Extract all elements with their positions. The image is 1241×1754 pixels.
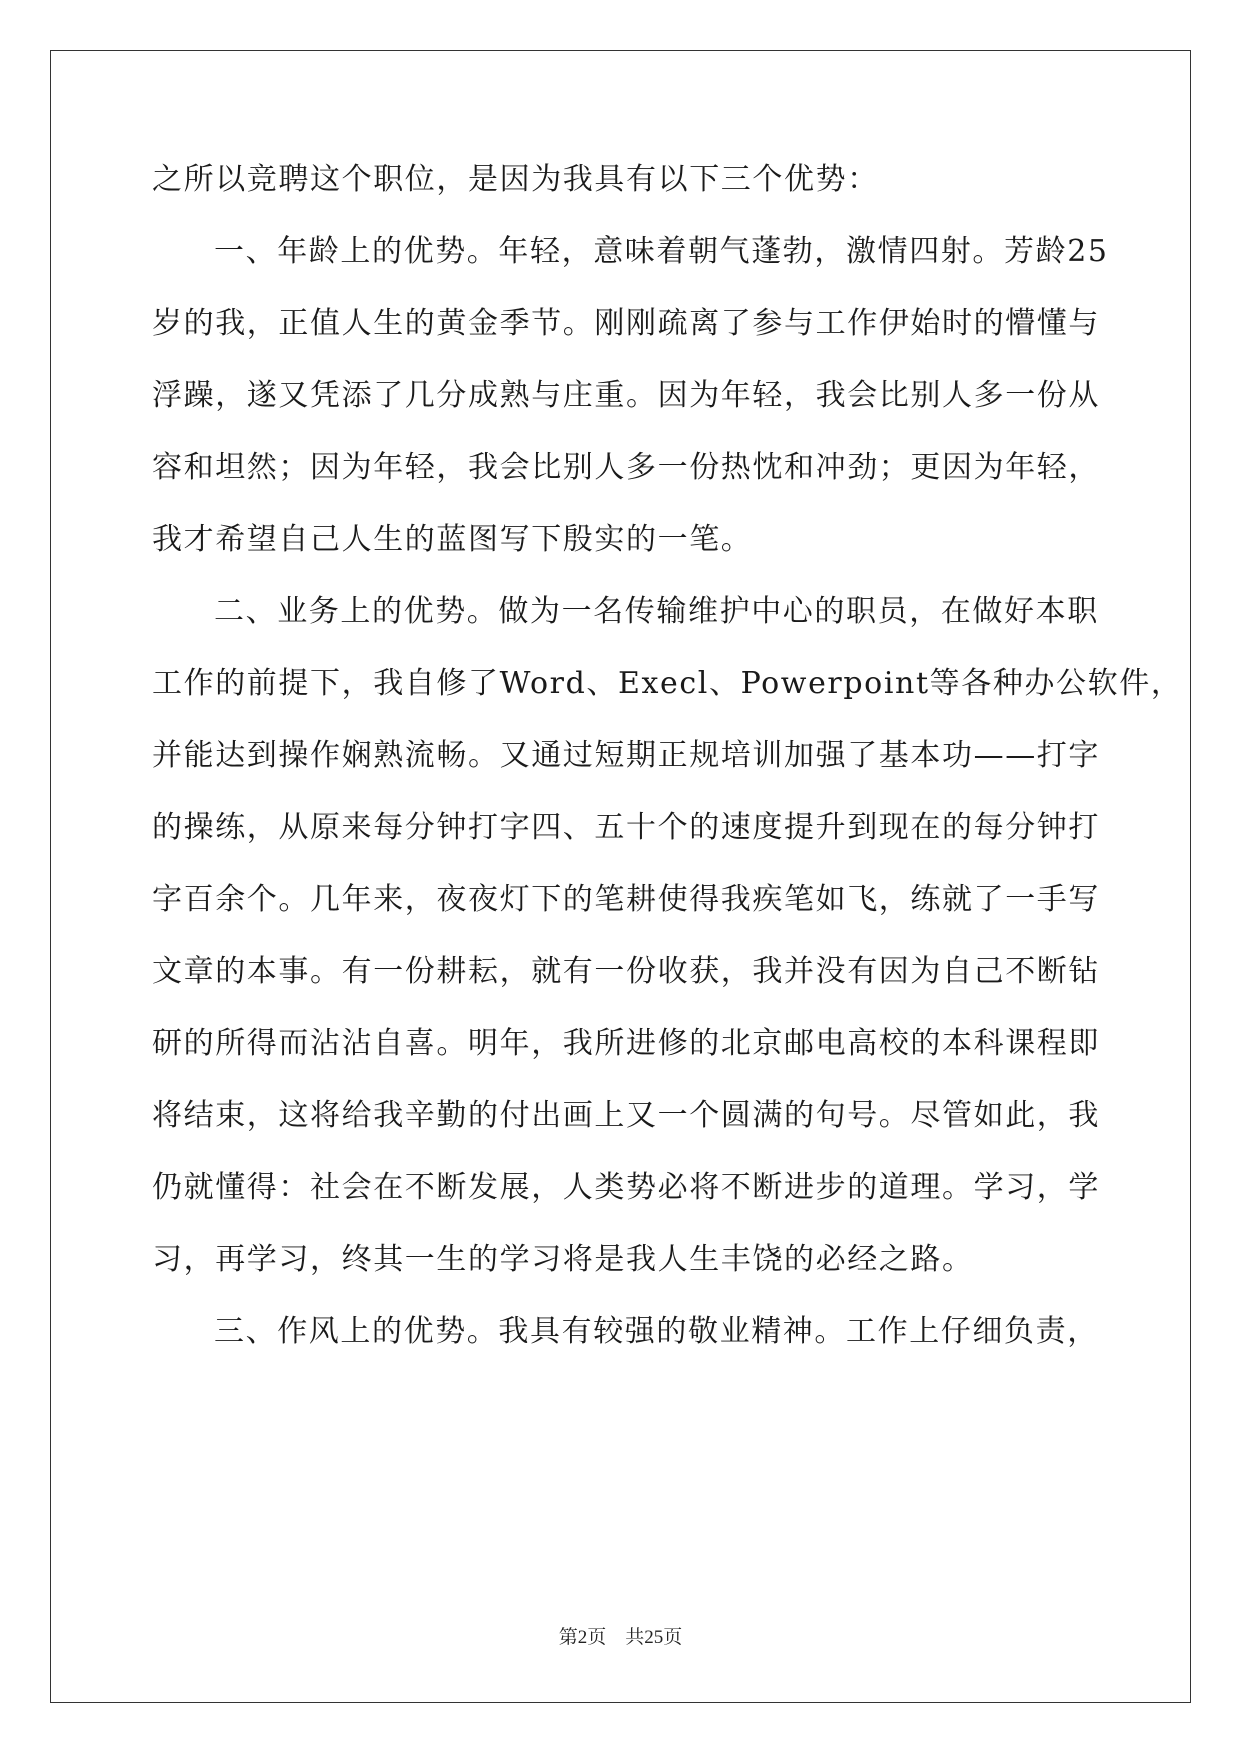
paragraph-2-start: 二、业务上的优势。做为一名传输维护中心的职员，在做好本职 bbox=[214, 594, 1099, 629]
paragraph-1-start: 一、年龄上的优势。年轻，意味着朝气蓬勃，激情四射。芳龄25 bbox=[214, 234, 1109, 269]
text-line: 之所以竞聘这个职位，是因为我具有以下三个优势： bbox=[152, 162, 879, 197]
text-line: 研的所得而沾沾自喜。明年，我所进修的北京邮电高校的本科课程即 bbox=[152, 1026, 1100, 1061]
text-line: 岁的我，正值人生的黄金季节。刚刚疏离了参与工作伊始时的懵懂与 bbox=[152, 306, 1100, 341]
paragraph-3-start: 三、作风上的优势。我具有较强的敬业精神。工作上仔细负责， bbox=[214, 1314, 1099, 1349]
text-line: 文章的本事。有一份耕耘，就有一份收获，我并没有因为自己不断钻 bbox=[152, 954, 1100, 989]
text-line: 将结束，这将给我辛勤的付出画上又一个圆满的句号。尽管如此，我 bbox=[152, 1098, 1100, 1133]
text-line: 的操练，从原来每分钟打字四、五十个的速度提升到现在的每分钟打 bbox=[152, 810, 1100, 845]
text-line: 容和坦然；因为年轻，我会比别人多一份热忱和冲劲；更因为年轻， bbox=[152, 450, 1100, 485]
page-border bbox=[50, 50, 1191, 1703]
text-line: 并能达到操作娴熟流畅。又通过短期正规培训加强了基本功——打字 bbox=[152, 738, 1100, 773]
text-line: 字百余个。几年来，夜夜灯下的笔耕使得我疾笔如飞，练就了一手写 bbox=[152, 882, 1100, 917]
text-line: 浮躁，遂又凭添了几分成熟与庄重。因为年轻，我会比别人多一份从 bbox=[152, 378, 1100, 413]
text-line: 习，再学习，终其一生的学习将是我人生丰饶的必经之路。 bbox=[152, 1242, 974, 1277]
text-line: 仍就懂得：社会在不断发展，人类势必将不断进步的道理。学习，学 bbox=[152, 1170, 1100, 1205]
text-line: 工作的前提下，我自修了Word、Execl、Powerpoint等各种办公软件， bbox=[152, 666, 1183, 701]
page-number-footer: 第2页 共25页 bbox=[558, 1627, 683, 1648]
text-line: 我才希望自己人生的蓝图写下殷实的一笔。 bbox=[152, 522, 753, 557]
